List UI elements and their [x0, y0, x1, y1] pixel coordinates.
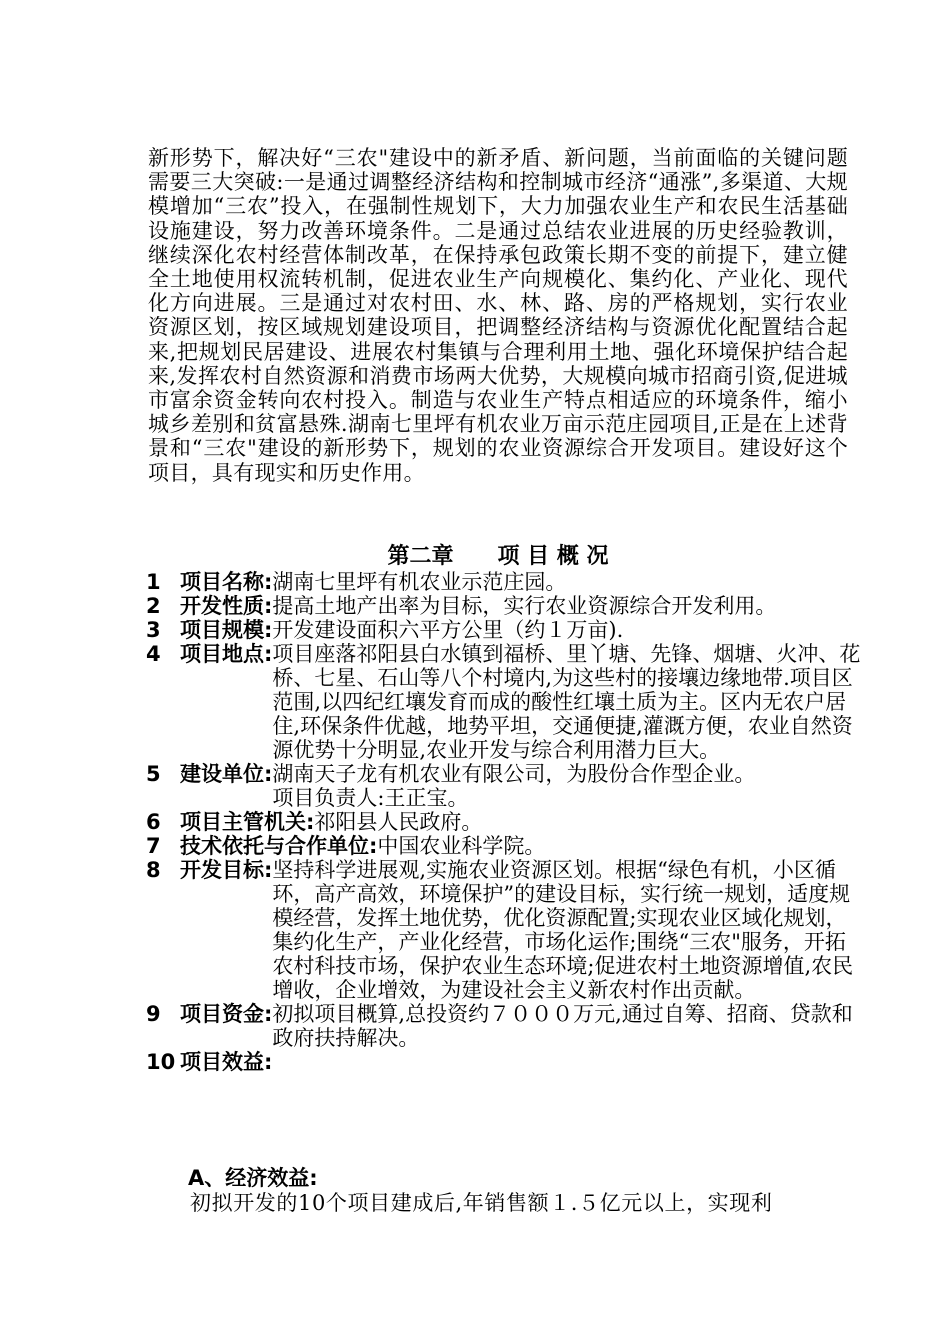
item-number: 5 — [146, 762, 161, 786]
item-label: 项目效益: — [180, 1050, 273, 1074]
item-technical-partner — [146, 834, 866, 858]
item-number: 1 — [146, 570, 161, 594]
item-value: 祁阳县人民政府。 — [314, 810, 483, 834]
item-construction-unit — [146, 762, 866, 810]
item-development-goal — [146, 858, 866, 1002]
item-value: 初拟项目概算,总投资约７０００万元,通过自筹、招商、贷款和政府扶持解决。 — [272, 1002, 853, 1050]
item-value: 项目座落祁阳县白水镇到福桥、里丫塘、先锋、烟塘、火冲、花桥、七星、石山等八个村境内,为这些村的接壤边缘地带.项目区范围,以四纪红壤发育而成的酸性红壤土质为主。区内无农户居住,环保条件优越，地势平坦，交通便捷,灌溉方便，农业自然资源优势十分明显,农业开发与综合利用潜力巨大。 — [272, 642, 861, 762]
item-value-line: 湖南天子龙有机农业有限公司，为股份合作型企业。 — [272, 762, 756, 786]
item-number: 2 — [146, 594, 161, 618]
economic-benefits-heading: A、经济效益: — [188, 1166, 318, 1190]
item-number: 4 — [146, 642, 161, 666]
item-project-scale — [146, 618, 866, 642]
item-project-benefits — [146, 1050, 866, 1074]
item-number: 6 — [146, 810, 161, 834]
item-value: 开发建设面积六平方公里（约１万亩). — [272, 618, 624, 642]
item-number: 10 — [146, 1050, 176, 1074]
item-value: 中国农业科学院。 — [377, 834, 546, 858]
chapter-title: 第二章 项 目 概 况 — [387, 544, 609, 569]
project-overview-list — [146, 570, 866, 1074]
item-value: 湖南七里坪有机农业示范庄园。 — [272, 570, 567, 594]
item-label: 项目地点: — [180, 642, 273, 666]
item-label: 技术依托与合作单位: — [180, 834, 378, 858]
item-supervising-authority — [146, 810, 866, 834]
item-number: 9 — [146, 1002, 161, 1026]
project-leader: 项目负责人:王正宝。 — [272, 786, 469, 810]
item-label: 项目规模: — [180, 618, 273, 642]
item-project-name — [146, 570, 866, 594]
item-label: 开发性质: — [180, 594, 273, 618]
item-label: 项目名称: — [180, 570, 273, 594]
item-label: 建设单位: — [180, 762, 273, 786]
item-label: 开发目标: — [180, 858, 273, 882]
economic-benefits-text: 初拟开发的10个项目建成后,年销售额１.５亿元以上，实现利 — [190, 1191, 773, 1215]
item-project-funds — [146, 1002, 866, 1050]
item-number: 7 — [146, 834, 161, 858]
item-number: 3 — [146, 618, 161, 642]
item-label: 项目资金: — [180, 1002, 273, 1026]
intro-paragraph: 新形势下，解决好“三农"建设中的新矛盾、新问题，当前面临的关键问题需要三大突破:一是通过调整经济结构和控制城市经济“通涨”,多渠道、大规模增加“三农”投入，在强制性规划下，大力加强农业生产和农民生活基础设施建设，努力改善环境条件。二是通过总结农业进展的历史经验教训，继续深化农村经营体制改革，在保持承包政策长期不变的前提下，建立健全土地使用权流转机制，促进农业生产向规模化、集约化、产业化、现代化方向进展。三是通过对农村田、水、林、路、房的严格规划，实行农业资源区划，按区域规划建设项目，把调整经济结构与资源优化配置结合起来,把规划民居建设、进展农村集镇与合理利用土地、强化环境保护结合起来,发挥农村自然资源和消费市场两大优势，大规模向城市招商引资,促进城市富余资金转向农村投入。制造与农业生产特点相适应的环境条件，缩小城乡差别和贫富悬殊.湖南七里坪有机农业万亩示范庄园项目,正是在上述背景和“三农"建设的新形势下，规划的农业资源综合开发项目。建设好这个项目，具有现实和历史作用。 — [148, 146, 848, 485]
item-number: 8 — [146, 858, 161, 882]
item-label: 项目主管机关: — [180, 810, 315, 834]
item-value — [272, 762, 866, 810]
item-development-nature — [146, 594, 866, 618]
item-value: 坚持科学进展观,实施农业资源区划。根据“绿色有机，小区循环，高产高效，环境保护”的建设目标，实行统一规划，适度规模经营，发挥土地优势，优化资源配置;实现农业区域化规划，集约化生产，产业化经营，市场化运作;围绕“三农"服务，开拓农村科技市场，保护农业生态环境;促进农村土地资源增值,农民增收，企业增效，为建设社会主义新农村作出贡献。 — [272, 858, 854, 1002]
item-value — [272, 1050, 866, 1074]
item-value: 提高土地产出率为目标，实行农业资源综合开发利用。 — [272, 594, 777, 618]
item-project-location — [146, 642, 866, 762]
